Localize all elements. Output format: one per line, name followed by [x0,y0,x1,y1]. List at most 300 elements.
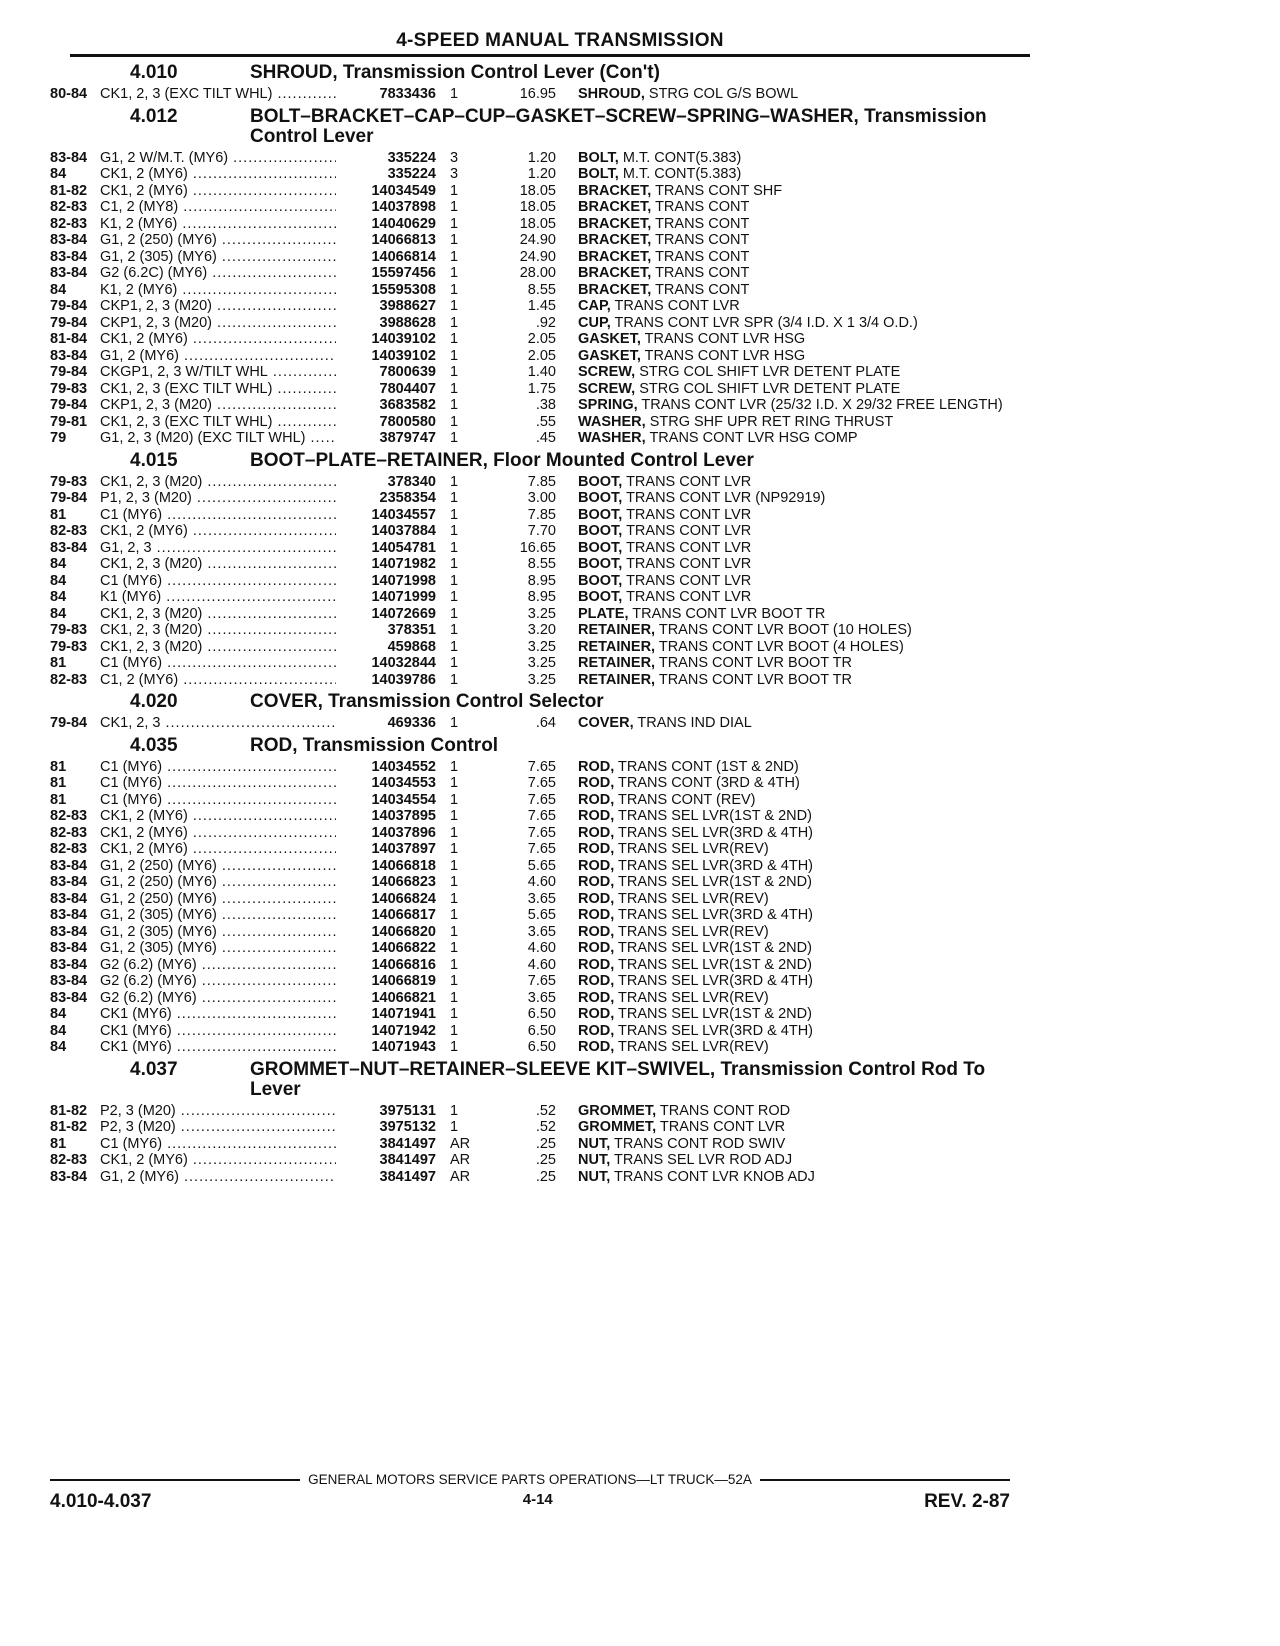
part-number: 14071998 [371,572,436,589]
application: C1 (MY6) ..... [100,759,336,776]
price: 24.90 [519,248,556,265]
description [578,655,1030,672]
part-row [50,1169,1030,1186]
quantity: 1 [450,940,459,956]
quantity: 1 [450,430,459,446]
description [578,874,1030,891]
price: 2.05 [527,347,556,364]
price: .52 [535,1102,556,1119]
part-row [50,364,1030,381]
application: G1, 2 (MY6) ..... [100,348,336,365]
price: .25 [535,1135,556,1152]
model-years: 82-83 [50,1152,88,1168]
description-noun: ROD, [578,907,615,923]
description [578,348,1030,365]
model-years: 83-84 [50,890,88,907]
description-noun: RETAINER, [578,622,656,638]
model-years: 79-83 [50,622,88,638]
part-number: 14034552 [371,758,436,775]
application: G2 (6.2C) (MY6) ..... [100,265,336,282]
model-years: 83-84 [50,347,88,364]
part-row [50,606,1030,623]
application: G1, 2 (MY6) ..... [100,1169,336,1186]
part-number: 14040629 [371,215,436,232]
description-detail: TRANS SEL LVR(REV) [614,923,769,940]
quantity: 1 [450,655,459,671]
part-row [50,672,1030,689]
description-detail: TRANS CONT LVR SPR (3/4 I.D. X 1 3/4 O.D.) [610,314,918,331]
price: 28.00 [519,265,556,281]
quantity: 1 [450,622,459,638]
description-detail: STRG COL SHIFT LVR DETENT PLATE [635,380,901,397]
price: 8.95 [527,589,556,605]
section-4-012 [50,107,1030,447]
price: 1.40 [527,364,556,380]
part-row [50,715,1030,732]
model-years: 82-83 [50,215,88,232]
section-4-015 [50,451,1030,689]
application: CKP1, 2, 3 (M20) ..... [100,315,336,332]
application: CKGP1, 2, 3 W/TILT WHL ..... [100,364,336,381]
description-noun: BOOT, [578,572,623,589]
part-number: 3975132 [379,1119,436,1135]
description [578,199,1030,216]
part-row [50,775,1030,792]
description-detail: TRANS CONT [651,265,750,281]
section-4-020 [50,692,1030,732]
part-row [50,891,1030,908]
part-number: 14071943 [371,1039,436,1055]
part-number: 3841497 [379,1152,436,1168]
application: CK1, 2 (MY6) ..... [100,183,336,200]
part-number: 14066820 [371,923,436,940]
description [578,1103,1030,1120]
section-heading [50,692,1030,712]
model-years: 82-83 [50,824,88,841]
price: 3.20 [527,622,556,638]
part-number: 3683582 [379,397,436,413]
quantity: 1 [450,1022,459,1039]
part-row [50,957,1030,974]
part-number: 378340 [387,473,436,490]
section-heading [50,736,1030,756]
application: CK1, 2 (MY6) ..... [100,523,336,540]
quantity: 1 [450,556,459,572]
part-number: 335224 [387,166,436,182]
description [578,249,1030,266]
price: 6.50 [527,1039,556,1055]
part-number: 14037884 [371,523,436,539]
description-noun: RETAINER, [578,655,656,671]
application: CK1, 2, 3 (M20) ..... [100,622,336,639]
description-detail: TRANS CONT LVR [610,298,740,314]
description-noun: NUT, [578,1168,611,1185]
description-noun: ROD, [578,874,615,890]
model-years: 79-83 [50,473,88,490]
description [578,523,1030,540]
part-row [50,622,1030,639]
description-detail: TRANS SEL LVR(3RD & 4TH) [614,1022,814,1039]
description-noun: WASHER, [578,430,646,446]
application: CK1, 2 (MY6) ..... [100,166,336,183]
description-noun: BRACKET, [578,182,652,199]
application: G1, 2 W/M.T. (MY6) ..... [100,150,336,167]
quantity: 1 [450,86,459,102]
price: .55 [535,413,556,430]
part-number: 14066813 [371,232,436,248]
model-years: 84 [50,589,67,605]
application: G1, 2, 3 ..... [100,540,336,557]
quantity: 1 [450,758,459,775]
quantity: 1 [450,1119,459,1135]
description-noun: ROD, [578,1006,615,1022]
application: K1, 2 (MY6) ..... [100,216,336,233]
description [578,573,1030,590]
application: P2, 3 (M20) ..... [100,1103,336,1120]
price: 7.65 [527,791,556,808]
description [578,490,1030,507]
price: 5.65 [527,857,556,874]
price: 3.00 [527,490,556,506]
application: G1, 2 (250) (MY6) ..... [100,891,336,908]
section-number: 4.015 [130,449,178,471]
part-row [50,183,1030,200]
price: 7.65 [527,841,556,857]
section-heading [50,451,1030,471]
description-detail: M.T. CONT(5.383) [618,149,742,166]
section-number: 4.010 [130,62,178,83]
section-title: BOOT–PLATE–RETAINER, Floor Mounted Control Lever [250,449,754,471]
description-noun: SCREW, [578,364,636,380]
quantity: 1 [450,1006,459,1022]
model-years: 83-84 [50,956,88,973]
description-noun: ROD, [578,857,615,874]
quantity: 1 [450,199,459,215]
page-footer [50,1472,1010,1513]
part-row [50,1023,1030,1040]
price: 18.05 [519,215,556,232]
part-row [50,639,1030,656]
description [578,381,1030,398]
part-number: 7800639 [379,364,436,380]
quantity: 1 [450,215,459,232]
description [578,1152,1030,1169]
description [578,973,1030,990]
price: .25 [535,1152,556,1168]
part-row [50,232,1030,249]
part-number: 14066814 [371,248,436,265]
application: C1 (MY6) ..... [100,573,336,590]
description-noun: ROD, [578,841,615,857]
description [578,1023,1030,1040]
description-noun: BOLT, [578,166,619,182]
part-number: 7804407 [379,380,436,397]
model-years: 81 [50,655,67,671]
part-row [50,1006,1030,1023]
footer-rule-left [50,1479,300,1481]
application: CK1 (MY6) ..... [100,1023,336,1040]
part-number: 14072669 [371,605,436,622]
price: 7.85 [527,473,556,490]
price: 7.70 [527,523,556,539]
part-number: 14037897 [371,841,436,857]
application: CK1, 2 (MY6) ..... [100,808,336,825]
application: G1, 2 (250) (MY6) ..... [100,232,336,249]
footer-bottom [50,1491,1010,1513]
quantity: 1 [450,775,459,791]
description-detail: TRANS CONT LVR BOOT TR [628,605,826,622]
description-detail: TRANS CONT LVR (25/32 I.D. X 29/32 FREE LENGTH) [637,397,1003,413]
part-number: 14071999 [371,589,436,605]
section-4-010 [50,63,1030,103]
description-noun: BRACKET, [578,281,652,298]
application: CK1 (MY6) ..... [100,1006,336,1023]
part-number: 14066817 [371,907,436,923]
description-detail: TRANS SEL LVR(3RD & 4TH) [614,824,814,841]
application: P2, 3 (M20) ..... [100,1119,336,1136]
description-noun: BRACKET, [578,248,652,265]
description [578,891,1030,908]
description [578,715,1030,732]
description-detail: TRANS CONT [651,248,750,265]
part-number: 14066819 [371,973,436,989]
model-years: 83-84 [50,907,88,923]
application: G2 (6.2) (MY6) ..... [100,990,336,1007]
quantity: 1 [450,281,459,298]
part-number: 15595308 [371,281,436,298]
quantity: 1 [450,874,459,890]
description-noun: ROD, [578,940,615,956]
description-noun: ROD, [578,808,615,824]
quantity: 1 [450,539,459,556]
description [578,1006,1030,1023]
description-noun: BOOT, [578,556,623,572]
price: 3.25 [527,605,556,622]
quantity: 1 [450,638,459,655]
model-years: 79-84 [50,397,88,413]
model-years: 84 [50,281,67,298]
part-number: 3988627 [379,298,436,314]
quantity: 1 [450,413,459,430]
quantity: 1 [450,907,459,923]
part-number: 14034549 [371,182,436,199]
application: CK1, 2, 3 (EXC TILT WHL) ..... [100,414,336,431]
description-noun: WASHER, [578,413,646,430]
application: C1, 2 (MY6) ..... [100,672,336,689]
description-noun: ROD, [578,956,615,973]
model-years: 83-84 [50,149,88,166]
model-years: 83-84 [50,265,88,281]
model-years: 81 [50,758,67,775]
part-row [50,858,1030,875]
part-row [50,1152,1030,1169]
quantity: 1 [450,923,459,940]
description-noun: RETAINER, [578,671,656,688]
revision-date: REV. 2-87 [924,1491,1010,1512]
part-row [50,540,1030,557]
description-detail: TRANS SEL LVR(REV) [614,989,769,1006]
price: 7.85 [527,506,556,523]
description [578,232,1030,249]
description-detail: TRANS CONT LVR BOOT TR [655,655,852,671]
part-row [50,924,1030,941]
part-row [50,414,1030,431]
section-4-035 [50,736,1030,1056]
description-detail: TRANS SEL LVR(REV) [614,890,769,907]
model-years: 79 [50,430,67,446]
model-years: 80-84 [50,86,88,102]
part-number: 3988628 [379,314,436,331]
price: 16.95 [519,86,556,102]
description [578,1136,1030,1153]
application: CKP1, 2, 3 (M20) ..... [100,298,336,315]
description [578,990,1030,1007]
application: CK1, 2, 3 (M20) ..... [100,474,336,491]
quantity: 1 [450,791,459,808]
model-years: 82-83 [50,808,88,824]
part-number: 14039102 [371,331,436,347]
section-number: 4.020 [130,691,178,712]
part-row [50,759,1030,776]
part-number: 14066821 [371,989,436,1006]
application: C1 (MY6) ..... [100,655,336,672]
description-noun: ROD, [578,1039,615,1055]
model-years: 81-82 [50,1119,88,1135]
description-noun: BOOT, [578,506,623,523]
part-number: 335224 [387,149,436,166]
price: 8.55 [527,556,556,572]
part-number: 14034557 [371,506,436,523]
description-noun: ROD, [578,824,615,841]
description-noun: BOLT, [578,149,619,166]
application: G2 (6.2) (MY6) ..... [100,957,336,974]
part-row [50,490,1030,507]
description [578,216,1030,233]
part-row [50,589,1030,606]
description-detail: TRANS SEL LVR ROD ADJ [610,1152,793,1168]
section-title: GROMMET–NUT–RETAINER–SLEEVE KIT–SWIVEL, Transmission Control Rod To Lever [250,1058,986,1100]
description-detail: TRANS SEL LVR(3RD & 4TH) [614,857,814,874]
model-years: 83-84 [50,248,88,265]
description-noun: BRACKET, [578,232,652,248]
quantity: 1 [450,314,459,331]
description-detail: TRANS IND DIAL [633,715,752,731]
model-years: 83-84 [50,1168,88,1185]
section-number: 4.037 [130,1058,178,1080]
description-noun: BRACKET, [578,265,652,281]
quantity: 1 [450,973,459,989]
description-detail: TRANS SEL LVR(1ST & 2ND) [614,808,812,824]
description-noun: BOOT, [578,523,623,539]
quantity: 3 [450,149,459,166]
description [578,759,1030,776]
quantity: 1 [450,490,459,506]
price: 3.25 [527,638,556,655]
description-detail: TRANS CONT (3RD & 4TH) [614,775,800,791]
quantity: 1 [450,331,459,347]
price: .64 [535,715,556,731]
description-detail: TRANS CONT (1ST & 2ND) [614,758,799,775]
part-row [50,1119,1030,1136]
part-row [50,249,1030,266]
section-title: COVER, Transmission Control Selector [250,691,604,712]
part-row [50,507,1030,524]
description-detail: TRANS CONT LVR [622,539,752,556]
description [578,331,1030,348]
description [578,622,1030,639]
model-years: 81-82 [50,182,88,199]
description [578,414,1030,431]
price: .52 [535,1119,556,1135]
application: G1, 2 (305) (MY6) ..... [100,249,336,266]
price: .92 [535,314,556,331]
section-heading [50,1060,1030,1100]
price: .38 [535,397,556,413]
price: 7.65 [527,758,556,775]
quantity: AR [450,1168,471,1185]
description-detail: TRANS CONT ROD SWIV [610,1135,786,1152]
quantity: 1 [450,397,459,413]
description [578,907,1030,924]
description-detail: TRANS CONT LVR [622,506,752,523]
part-row [50,940,1030,957]
description-detail: TRANS SEL LVR(REV) [614,1039,769,1055]
application: CK1, 2, 3 ..... [100,715,336,732]
description-noun: BOOT, [578,589,623,605]
description-detail: TRANS CONT [651,199,750,215]
part-number: 14032844 [371,655,436,671]
model-years: 82-83 [50,523,88,539]
application: CK1, 2, 3 (EXC TILT WHL) ..... [100,86,336,103]
description-detail: TRANS CONT LVR BOOT (4 HOLES) [655,638,904,655]
model-years: 79-84 [50,364,88,380]
description-detail: TRANS CONT LVR [622,556,752,572]
part-row [50,907,1030,924]
part-number: 14054781 [371,539,436,556]
description-noun: ROD, [578,890,615,907]
application: G1, 2 (305) (MY6) ..... [100,940,336,957]
part-row [50,874,1030,891]
quantity: 1 [450,298,459,314]
part-row [50,397,1030,414]
model-years: 84 [50,166,67,182]
price: 24.90 [519,232,556,248]
part-number: 14066824 [371,890,436,907]
model-years: 83-84 [50,989,88,1006]
description [578,841,1030,858]
application: G1, 2 (305) (MY6) ..... [100,907,336,924]
section-heading [50,63,1030,83]
application: C1 (MY6) ..... [100,775,336,792]
description-detail: STRG SHF UPR RET RING THRUST [645,413,894,430]
model-years: 79-84 [50,715,88,731]
quantity: 1 [450,506,459,523]
quantity: 1 [450,605,459,622]
description-noun: GROMMET, [578,1102,657,1119]
model-years: 83-84 [50,874,88,890]
quantity: 1 [450,1039,459,1055]
part-number: 14066822 [371,940,436,956]
price: 6.50 [527,1006,556,1022]
part-row [50,1039,1030,1056]
part-number: 14039786 [371,671,436,688]
quantity: 1 [450,364,459,380]
price: 16.65 [519,539,556,556]
price: 6.50 [527,1022,556,1039]
part-number: 378351 [387,622,436,638]
description [578,606,1030,623]
quantity: 1 [450,589,459,605]
